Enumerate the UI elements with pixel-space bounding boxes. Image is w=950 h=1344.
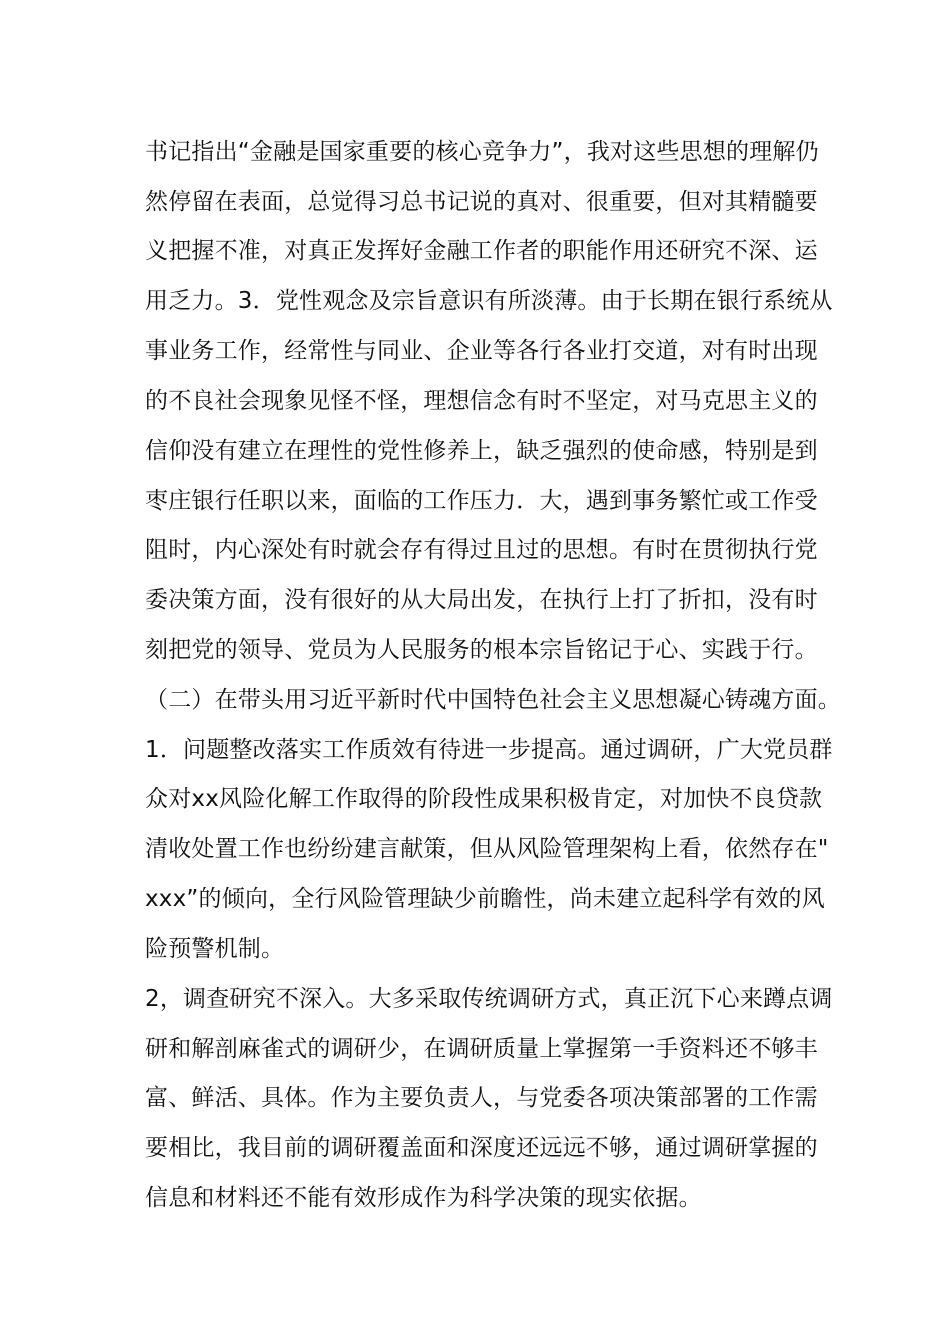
text-line: 研和解剖麻雀式的调研少，在调研质量上掌握第一手资料还不够丰 <box>145 1036 818 1062</box>
text-line: 刻把党的领导、党员为人民服务的根本宗旨铭记于心、实践于行。 <box>145 637 818 663</box>
text-line: 要相比，我目前的调研覆盖面和深度还远远不够，通过调研掌握的 <box>145 1135 818 1161</box>
text-line: 用乏力。3．党性观念及宗旨意识有所淡薄。由于长期在银行系统从 <box>145 288 833 314</box>
section-heading: （二）在带头用习近平新时代中国特色社会主义思想凝心铸魂方面。 <box>145 687 841 713</box>
text-line: 枣庄银行任职以来，面临的工作压力．大，遇到事务繁忙或工作受 <box>145 488 818 514</box>
text-line: xxx”的倾向，全行风险管理缺少前瞻性，尚未建立起科学有效的风 <box>145 886 825 912</box>
text-line: 事业务工作，经常性与同业、企业等各行各业打交道，对有时出现 <box>145 338 818 364</box>
text-line: 清收处置工作也纷纷建言献策，但从风险管理架构上看，依然存在" <box>145 836 829 862</box>
text-line: 然停留在表面，总觉得习总书记说的真对、很重要，但对其精髓要 <box>145 189 818 215</box>
text-line: 的不良社会现象见怪不怪，理想信念有时不坚定，对马克思主义的 <box>145 388 818 414</box>
text-line: 2，调查研究不深入。大多采取传统调研方式，真正沉下心来蹲点调 <box>145 986 833 1012</box>
text-line: 阻时，内心深处有时就会存有得过且过的思想。有时在贯彻执行党 <box>145 537 818 563</box>
text-line: 信息和材料还不能有效形成作为科学决策的现实依据。 <box>145 1185 702 1211</box>
text-line: 众对xx风险化解工作取得的阶段性成果积极肯定，对加快不良贷款 <box>145 786 823 812</box>
text-line: 委决策方面，没有很好的从大局出发，在执行上打了折扣，没有时 <box>145 587 818 613</box>
text-line: 1．问题整改落实工作质效有待进一步提高。通过调研，广大党员群 <box>145 737 833 763</box>
text-line: 信仰没有建立在理性的党性修养上，缺乏强烈的使命感，特别是到 <box>145 438 818 464</box>
text-line: 义把握不准，对真正发挥好金融工作者的职能作用还研究不深、运 <box>145 238 818 264</box>
text-line: 书记指出“金融是国家重要的核心竞争力”，我对这些思想的理解仍 <box>145 139 819 165</box>
text-line: 险预警机制。 <box>145 936 285 962</box>
text-line: 富、鲜活、具体。作为主要负责人，与党委各项决策部署的工作需 <box>145 1085 818 1111</box>
